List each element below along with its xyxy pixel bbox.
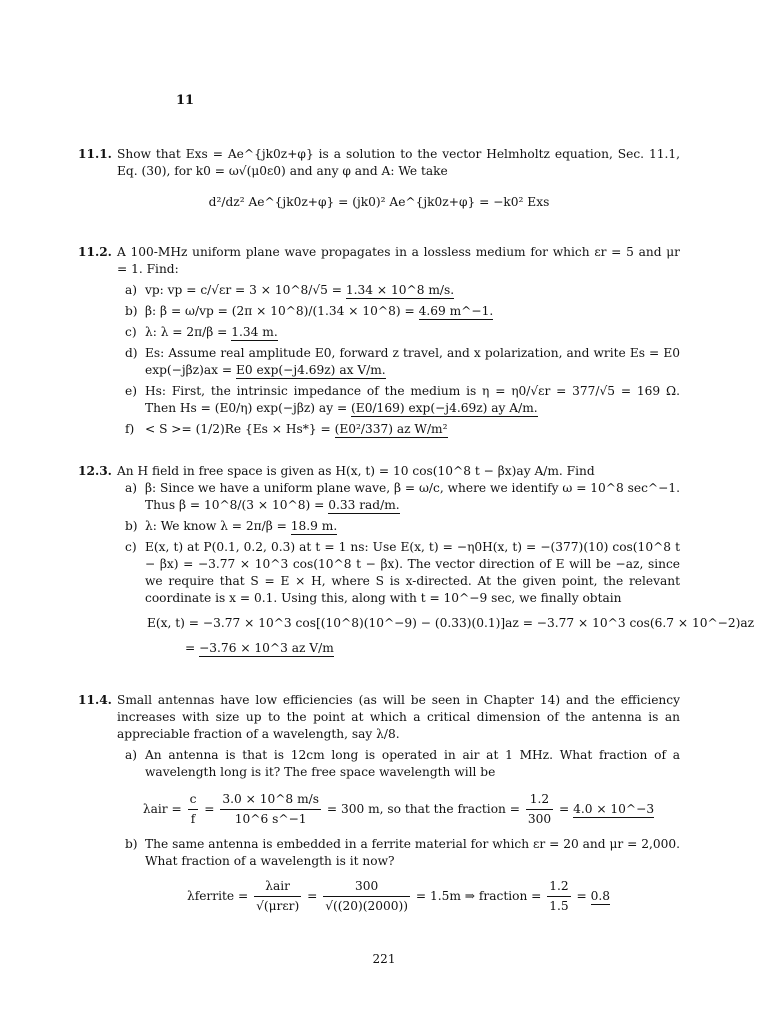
problem-number: 11.4. (78, 693, 112, 707)
eq-middle: = 1.5m ⇒ fraction = (415, 889, 542, 903)
part-answer: 1.34 × 10^8 m/s. (345, 283, 455, 297)
denominator: 1.5 (549, 899, 569, 913)
eq-middle: = 300 m, so that the fraction = (326, 802, 520, 816)
fraction (188, 791, 199, 828)
part-text: λ: λ = 2π/β = (145, 325, 232, 339)
problem-number: 11.1. (78, 147, 112, 161)
chapter-number: 11 (176, 93, 195, 108)
part-text: β: Since we have a uniform plane wave, β = ω/c, where we identify ω = 10^8 sec^−1. Thus β = 10^8/(3 × 10^8) = (145, 481, 680, 512)
problem-text: A 100-MHz uniform plane wave propagates in a lossless medium for which εr = 5 and μr = 1. Find: (117, 245, 680, 276)
numerator: 3.0 × 10^8 m/s (220, 791, 321, 810)
part-text: An antenna is that is 12cm long is operated in air at 1 MHz. What fraction of a wavelength long is it? The free space wavelength will be (145, 748, 680, 779)
denominator: f (190, 812, 196, 826)
numerator: 1.2 (547, 878, 570, 897)
problem-12-3 (78, 463, 755, 665)
problem-number: 11.2. (78, 245, 112, 259)
equation: d²/dz² Ae^{jk0z+φ} = (jk0)² Ae^{jk0z+φ} = −k0² Exs (208, 195, 550, 209)
problem-text: An H field in free space is given as H(x, t) = 10 cos(10^8 t − βx)ay A/m. Find (117, 464, 595, 478)
equation-b: λferrite = $\frac{\text{λair}}{\text{√(μrεr)}}$ = $\frac{300}{√((20)(2000))}$ = 1.5m ⇒ fraction = $\frac{1.2}{1.5}$ = 0.8 (186, 879, 611, 913)
part-answer: 0.33 rad/m. (328, 498, 400, 512)
part-text: vp: vp = c/√εr = 3 × 10^8/√5 = (145, 283, 346, 297)
numerator: λair (254, 878, 301, 897)
problem-text: Show that Exs = Ae^{jk0z+φ} is a solution to the vector Helmholtz equation, Sec. 11.1, Eq. (30), for k0 = ω√(μ0ε0) and any φ and A: We take (117, 147, 680, 178)
fraction (254, 878, 301, 915)
equation-prefix: = (185, 641, 200, 655)
part-label: b) (125, 837, 138, 851)
fraction (547, 878, 570, 915)
part-label: d) (125, 346, 138, 360)
part-a (125, 282, 680, 299)
part-a (125, 747, 680, 781)
fraction (220, 791, 321, 828)
denominator: √((20)(2000)) (325, 899, 409, 913)
part-label: a) (125, 481, 138, 495)
part-b (125, 836, 680, 870)
eq-lhs: λferrite (186, 889, 235, 903)
denominator: 10^6 s^−1 (234, 812, 307, 826)
part-d (125, 345, 680, 379)
eq-answer: 4.0 × 10^−3 (573, 802, 655, 816)
numerator: 300 (323, 878, 410, 897)
problem-11-1 (78, 146, 680, 219)
part-text: < S >= (1/2)Re {Es × Hs*} = (145, 422, 335, 436)
part-answer: (E0/169) exp(−j4.69z) ay A/m. (351, 401, 538, 415)
equation-answer: −3.76 × 10^3 az V/m (199, 641, 334, 655)
part-label: b) (125, 519, 138, 533)
problem-number: 12.3. (78, 464, 112, 478)
problem-text: Small antennas have low efficiencies (as will be seen in Chapter 14) and the efficiency increases with size up to the point at which a critical dimension of the antenna is an appreciable fraction of a wavelength, say λ/8. (117, 693, 680, 741)
part-label: a) (125, 748, 138, 762)
page-number: 221 (372, 952, 396, 966)
equation-line-1: E(x, t) = −3.77 × 10^3 cos[(10^8)(10^−9) − (0.33)(0.1)]az = −3.77 × 10^3 cos(6.7 × 10^−2)az (147, 616, 755, 630)
part-text: β: β = ω/vp = (2π × 10^8)/(1.34 × 10^8) = (145, 304, 419, 318)
part-text: Hs: First, the intrinsic impedance of the medium is η = η0/√εr = 377/√5 = 169 Ω. Then Hs = (E0/η) exp(−jβz) ay = (145, 384, 680, 415)
part-c (125, 539, 680, 607)
part-text: E(x, t) at P(0.1, 0.2, 0.3) at t = 1 ns: Use E(x, t) = −η0H(x, t) = −(377)(10) cos(10^8 t − βx) = −3.77 × 10^3 cos(10^8 t − βx). The vector direction of E will be −az, since we require that S = E × H, where S is x-directed. At the given point, the relevant coordinate is x = 0.1. Using this, along with t = 10^−9 sec, we finally obtain (145, 540, 680, 605)
part-label: c) (125, 540, 137, 554)
fraction (323, 878, 410, 915)
part-answer: (E0²/337) az W/m² (334, 422, 448, 436)
part-label: e) (125, 384, 137, 398)
part-e (125, 383, 680, 417)
part-label: f) (125, 422, 135, 436)
eq-answer: 0.8 (590, 889, 611, 903)
part-answer: E0 exp(−j4.69z) ax V/m. (235, 363, 386, 377)
part-answer: 4.69 m^−1. (418, 304, 494, 318)
part-label: b) (125, 304, 138, 318)
denominator: 300 (527, 812, 552, 826)
part-b (125, 518, 680, 535)
problem-11-4 (78, 692, 680, 923)
part-answer: 1.34 m. (231, 325, 278, 339)
eq-lhs: λair (142, 802, 168, 816)
part-b (125, 303, 680, 320)
part-label: c) (125, 325, 137, 339)
part-a (125, 480, 680, 514)
part-f (125, 421, 680, 438)
part-c (125, 324, 680, 341)
equation-a: λair = $\frac{c}{f}$ = $\frac{3.0 \times 10\^{}8 m/s}{10\^{}6 s\^{}-1}$ = 300 m, so that the fraction = $\frac{1.2}{300}$ = 4.0 × 10^−3 (142, 792, 655, 826)
problem-11-2 (78, 244, 680, 438)
numerator: 1.2 (526, 791, 553, 810)
part-label: a) (125, 283, 138, 297)
fraction (526, 791, 553, 828)
part-text: λ: We know λ = 2π/β = (145, 519, 291, 533)
numerator: c (188, 791, 199, 810)
equation-line-2 (185, 640, 680, 657)
part-text: Es: Assume real amplitude E0, forward z travel, and x polarization, and write Es = E0 exp(−jβz)ax = (145, 346, 680, 377)
denominator: √(μrεr) (256, 899, 300, 913)
part-text: The same antenna is embedded in a ferrite material for which εr = 20 and μr = 2,000. What fraction of a wavelength is it now? (145, 837, 680, 868)
part-answer: 18.9 m. (290, 519, 338, 533)
